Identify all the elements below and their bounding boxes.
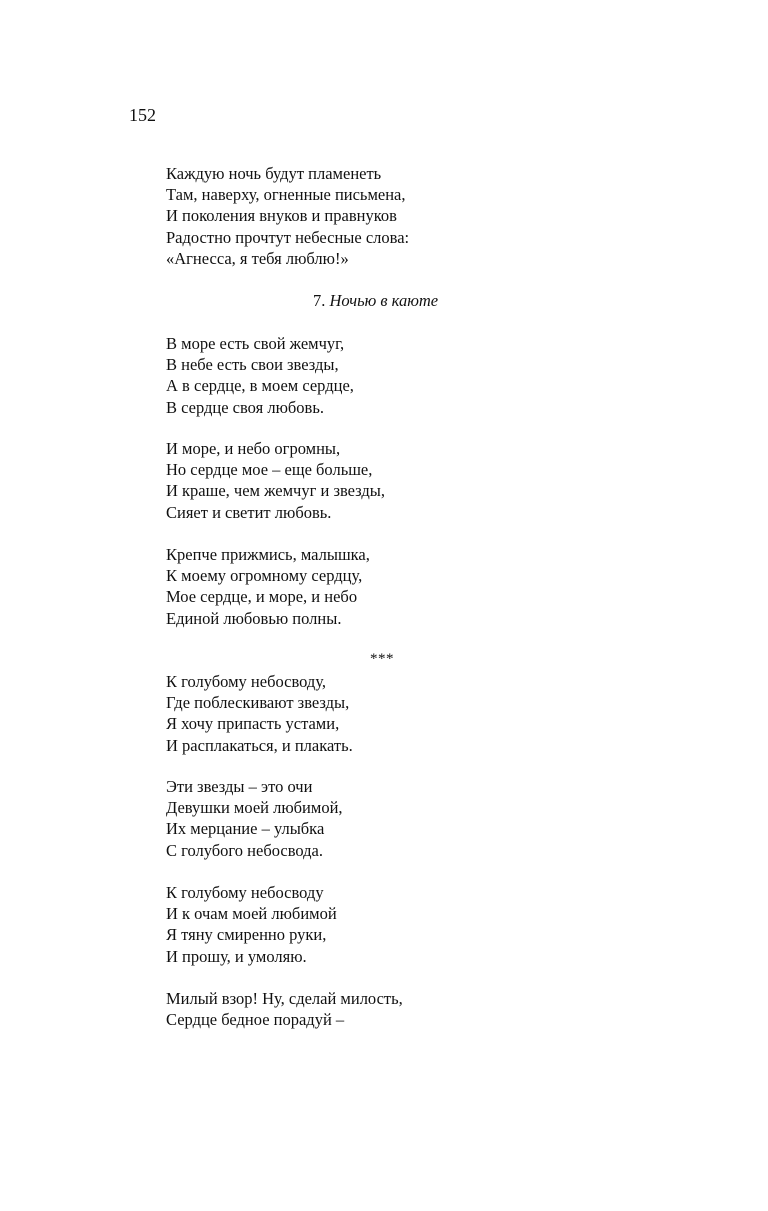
poem8-stanza-4 <box>166 988 403 1030</box>
verse-line: С голубого небосвода. <box>166 840 323 860</box>
poem7-stanza-2 <box>166 438 385 523</box>
verse-line: Я тяну смиренно руки, <box>166 925 327 945</box>
verse-line: Я хочу припасть устами, <box>166 714 340 734</box>
verse-line: В море есть свой жемчуг, <box>166 334 345 353</box>
poem8-stanza-1 <box>166 671 353 756</box>
verse-line: Милый взор! Ну, сделай милость, <box>166 989 403 1008</box>
verse-line: В небе есть свои звезды, <box>166 355 339 375</box>
verse-line: Сердце бедное порадуй – <box>166 1010 345 1030</box>
verse-line: Единой любовью полны. <box>166 608 342 628</box>
verse-line: Каждую ночь будут пламенеть <box>166 164 382 183</box>
poem8-stanza-2 <box>166 776 343 861</box>
verse-line: Девушки моей любимой, <box>166 798 343 818</box>
poem7-stanza-1 <box>166 333 354 418</box>
verse-line: К моему огромному сердцу, <box>166 566 363 586</box>
verse-line: Радостно прочтут небесные слова: <box>166 227 410 247</box>
stanza-top <box>166 163 409 269</box>
verse-line: А в сердце, в моем сердце, <box>166 376 354 396</box>
section-number: 7. <box>313 291 326 310</box>
verse-line: «Агнесса, я тебя люблю!» <box>166 248 349 268</box>
section-separator: *** <box>370 651 394 667</box>
verse-line: Где поблескивают звезды, <box>166 693 350 713</box>
verse-line: Там, наверху, огненные письмена, <box>166 185 406 205</box>
verse-line: Мое сердце, и море, и небо <box>166 587 358 607</box>
verse-line: В сердце своя любовь. <box>166 397 324 417</box>
poem7-stanza-3 <box>166 544 370 629</box>
page-number: 152 <box>129 105 156 125</box>
verse-line: И расплакаться, и плакать. <box>166 735 353 755</box>
verse-line: И краше, чем жемчуг и звезды, <box>166 481 386 501</box>
verse-line: Эти звезды – это очи <box>166 777 313 796</box>
verse-line: И к очам моей любимой <box>166 904 337 924</box>
section-title: Ночью в каюте <box>329 291 439 310</box>
verse-line: К голубому небосводу <box>166 883 324 902</box>
section-heading <box>0 290 768 312</box>
verse-line: И поколения внуков и правнуков <box>166 206 397 226</box>
verse-line: Крепче прижмись, малышка, <box>166 545 370 564</box>
poem8-stanza-3 <box>166 882 337 967</box>
verse-line: И море, и небо огромны, <box>166 439 341 458</box>
verse-line: Сияет и светит любовь. <box>166 502 332 522</box>
verse-line: Их мерцание – улыбка <box>166 819 325 839</box>
verse-line: И прошу, и умоляю. <box>166 946 307 966</box>
verse-line: К голубому небосводу, <box>166 672 327 691</box>
verse-line: Но сердце мое – еще больше, <box>166 460 373 480</box>
